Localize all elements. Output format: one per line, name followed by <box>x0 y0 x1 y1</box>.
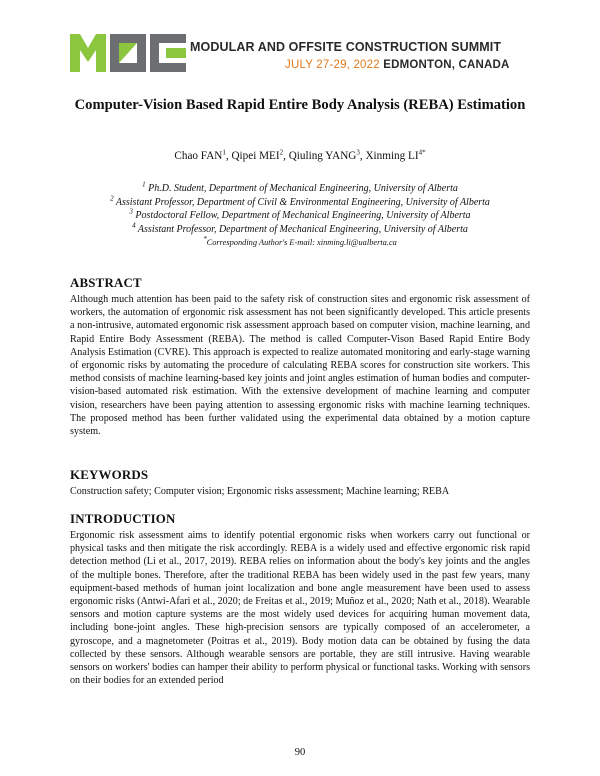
affiliation: $^1$ Ph.D. Student, Department of Mechanical Engineering, University of Alberta <box>142 180 458 194</box>
summit-dates: JULY 27-29, 2022 <box>285 59 380 71</box>
affiliations <box>60 182 540 250</box>
keywords-heading: KEYWORDS <box>70 468 149 482</box>
author: Qipei MEI <box>231 150 280 162</box>
keywords-text: Construction safety; Computer vision; Ergonomic risks assessment; Machine learning; REBA <box>70 486 450 497</box>
author: Qiuling YANG <box>288 150 357 162</box>
summit-dates-location <box>285 59 510 71</box>
summit-name: MODULAR AND OFFSITE CONSTRUCTION SUMMIT <box>190 40 502 54</box>
affiliation: $^3$ Postdoctoral Fellow, Department of Mechanical Engineering, University of Alberta <box>129 207 471 221</box>
affiliation: $^2$ Assistant Professor, Department of Civil & Environmental Engineering, University of Alberta <box>110 194 490 208</box>
summit-location: EDMONTON, CANADA <box>383 59 510 71</box>
page-number: 90 <box>294 747 306 758</box>
corresponding-author: *Corresponding Author's E-mail: xinming.li@ualberta.ca <box>203 235 397 247</box>
abstract-text: Although much attention has been paid to the safety risk of construction sites and ergonomic risk assessment of workers, the automation of ergonomic risk assessment has not been significantly developed. This article presents a non-intrusive, automated ergonomic risk assessment approach based on computer vision, machine learning, and Rapid Entire Body Assessment (REBA). The method is called Computer-Vison Based Rapid Entire Body Analysis Estimation (CVRE). This approach is expected to realize automated monitoring and early-stage warning of ergonomic risks by automating the procedure of calculating REBA scores for construction site workers. This method consists of machine learning-based key joints and joint angles estimation of human bodies and computer-vision-based automated risk estimation. With the extensive development of machine learning and computer vision, researchers have been paying attention to assessing ergonomic risks with machine learning techniques. The proposed method has been further validated using the experimental data obtained by a motion capture system. <box>70 294 530 438</box>
keywords-section <box>70 468 530 498</box>
author: Xinming LI <box>365 150 419 162</box>
affiliation: $^4$ Assistant Professor, Department of Mechanical Engineering, University of Alberta <box>132 221 468 235</box>
introduction-section <box>70 512 530 687</box>
conference-header <box>70 30 530 78</box>
moc-logo <box>70 34 186 72</box>
introduction-text: Ergonomic risk assessment aims to identify potential ergonomic risks when workers carry out functional or physical tasks and then mitigate the risk accordingly. REBA is a widely used and effective ergonomic risk rapid detection method (Li et al., 2017, 2019). REBA relies on information about the body's key joints and the angles of the multiple bones. Therefore, after the traditional REBA has been widely used in the past few years, many equipment-based methods of human joint localization and bone angle measurement have been used to assess ergonomic risks (Antwi-Afari et al., 2020; de Freitas et al., 2019; Muñoz et al., 2020; Nath et al., 2018). Wearable sensors and motion capture systems are the most widely used devices for acquiring human movement data, including bone-joint angles. These high-precision sensors are typically composed of an accelerometer, a gyroscope, and a magnetometer (Poitras et al., 2019). Body motion data can be obtained by fusing the data collected by these sensors. Although wearable sensors are portable, they are still intrusive. Having wearable sensors on workers' bodies can hamper their ability to perform physical or functional tasks. Working with sensors on their bodies for an extended period <box>70 530 530 687</box>
introduction-heading: INTRODUCTION <box>70 512 176 526</box>
author: Chao FAN <box>174 150 223 162</box>
author-list: Chao FAN$^1$, Qipei MEI$^2$, Qiuling YANG$^3$, Xinming $LI^{4*}$ <box>174 148 426 162</box>
abstract-section <box>70 276 530 438</box>
abstract-heading: ABSTRACT <box>70 276 142 290</box>
paper-title: Computer-Vision Based Rapid Entire Body Analysis (REBA) Estimation <box>74 97 526 113</box>
